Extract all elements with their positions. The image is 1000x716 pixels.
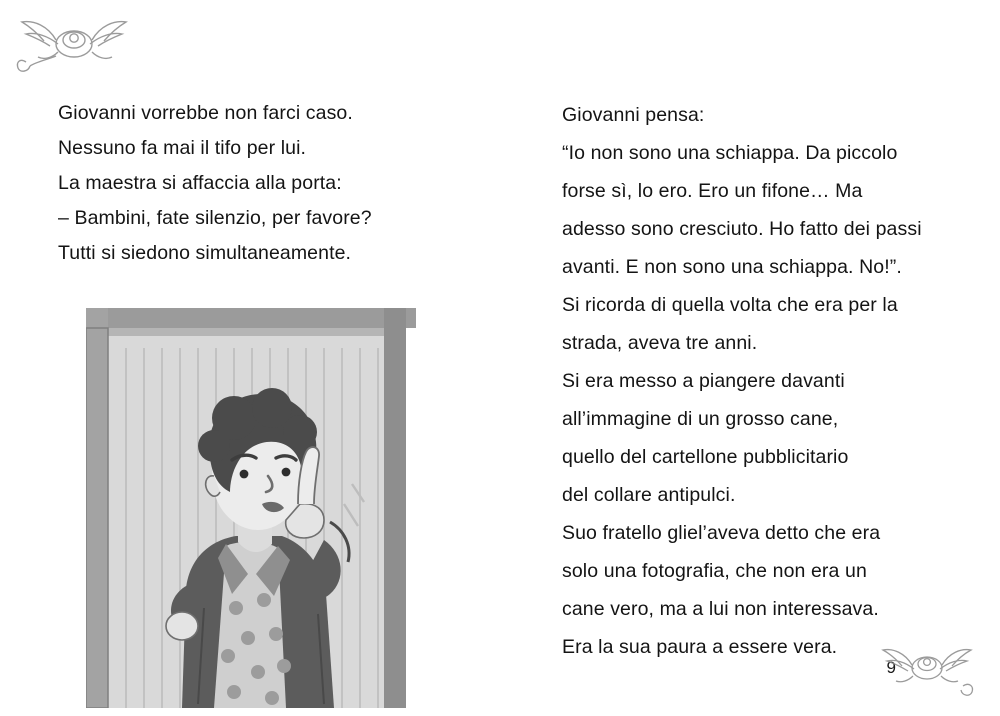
text-line: Giovanni pensa:	[562, 104, 705, 126]
text-line: “Io non sono una schiappa. Da piccolo	[562, 142, 898, 164]
text-line: Si ricorda di quella volta che era per la	[562, 294, 898, 316]
text-line: Si era messo a piangere davanti	[562, 370, 845, 392]
text-line: adesso sono cresciuto. Ho fatto dei passi	[562, 218, 922, 240]
text-line: Giovanni vorrebbe non farci caso.	[58, 102, 353, 124]
paragraph-right	[562, 96, 962, 666]
text-line: quello del cartellone pubblicitario	[562, 446, 849, 468]
text-line: forse sì, lo ero. Ero un fifone… Ma	[562, 180, 863, 202]
text-line: Nessuno fa mai il tifo per lui.	[58, 137, 307, 159]
page-number: 9	[886, 658, 896, 677]
text-line: Tutti si siedono simultaneamente.	[58, 242, 352, 264]
left-text-column	[58, 96, 488, 271]
text-line: Era la sua paura a essere vera.	[562, 636, 838, 658]
text-line: – Bambini, fate silenzio, per favore?	[58, 207, 372, 229]
text-line: La maestra si affaccia alla porta:	[58, 172, 342, 194]
winged-scroll-ornament-icon	[8, 10, 138, 80]
text-line: cane vero, ma a lui non interessava.	[562, 598, 879, 620]
right-text-column	[562, 96, 962, 666]
paragraph-left	[58, 96, 488, 271]
boy-in-doorway-shushing-illustration	[86, 308, 416, 708]
text-line: solo una fotografia, che non era un	[562, 560, 867, 582]
text-line: strada, aveva tre anni.	[562, 332, 758, 354]
winged-scroll-ornament-icon	[877, 640, 982, 702]
text-line: avanti. E non sono una schiappa. No!”.	[562, 256, 902, 278]
text-line: all’immagine di un grosso cane,	[562, 408, 839, 430]
text-line: del collare antipulci.	[562, 484, 736, 506]
text-line: Suo fratello gliel’aveva detto che era	[562, 522, 881, 544]
